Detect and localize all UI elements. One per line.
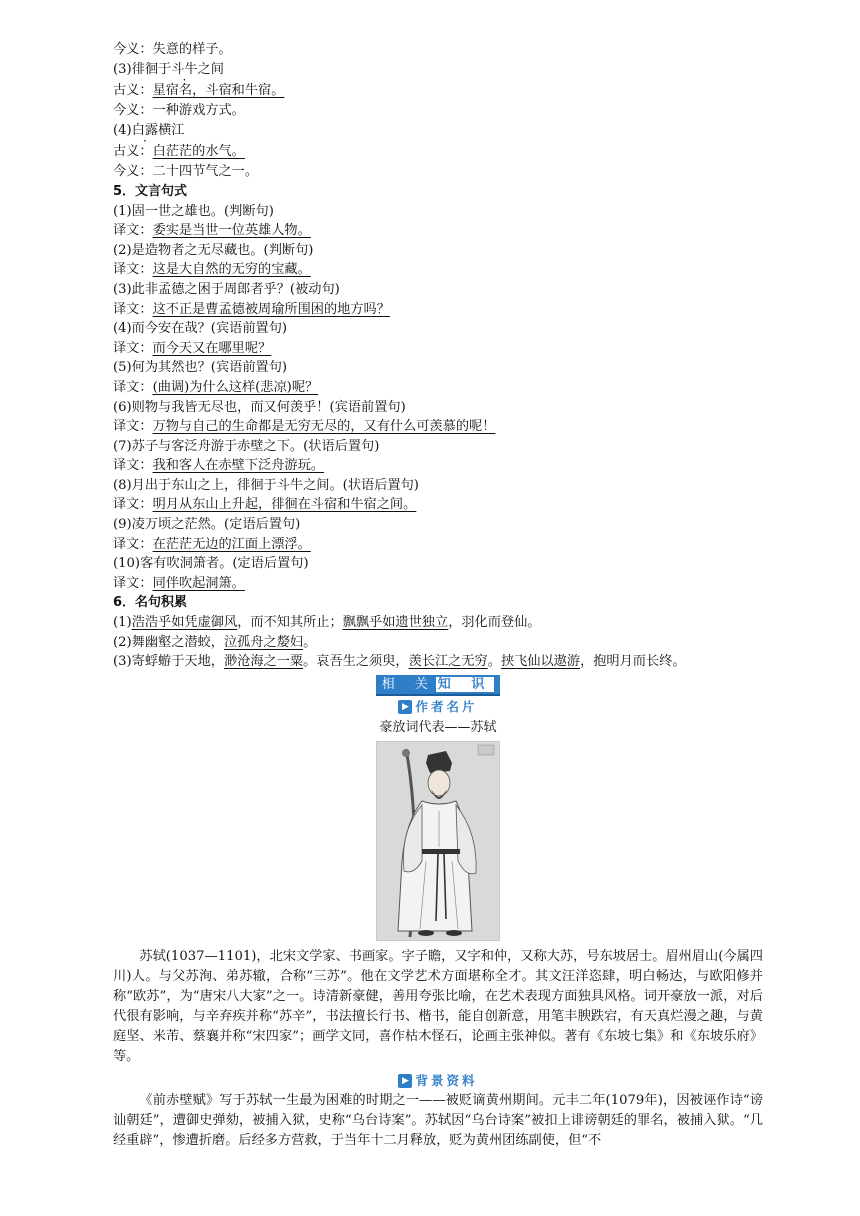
- text-span: 译文：: [113, 458, 153, 474]
- underlined-answer: 渺沧海之一粟: [224, 654, 304, 670]
- underlined-answer: 这是大自然的无穷的宝藏。: [152, 262, 311, 278]
- text-span: 6．名句积累: [113, 595, 188, 611]
- page-content: [113, 40, 763, 1151]
- text-span: 译文：: [113, 419, 153, 435]
- text-span: (3)寄蜉蝣于天地，: [113, 654, 224, 670]
- text-span: 横江: [158, 122, 185, 138]
- underlined-answer: 万物与自己的生命都是无穷无尽的，又有什么可羡慕的呢！: [152, 419, 496, 435]
- text-span: 。: [487, 654, 501, 670]
- text-line: [113, 241, 763, 261]
- text-span: 今义：一种游戏方式。: [113, 103, 245, 119]
- text-span: (3)此非孟德之困于周郎者乎？(被动句): [113, 281, 340, 297]
- underlined-answer: (曲调)为什么这样(悲凉)呢？: [152, 379, 319, 395]
- play-icon: ▶: [398, 1074, 412, 1088]
- underlined-answer: 同伴吹起洞箫。: [152, 575, 245, 591]
- text-span: 译文：: [113, 301, 153, 317]
- text-span: ，羽化而登仙。: [448, 615, 541, 631]
- section-heading: [113, 593, 763, 613]
- text-span: 译文：: [113, 497, 153, 513]
- underlined-answer: 星宿名，斗宿和牛宿。: [152, 83, 285, 99]
- text-span: 今义：二十四节气之一。: [113, 164, 259, 180]
- dotted-term: 斗牛: [171, 61, 198, 77]
- text-line: [113, 398, 763, 418]
- underlined-answer: 泣孤舟之嫠妇: [224, 634, 304, 650]
- underlined-answer: 浩浩乎如凭虚御风: [131, 615, 238, 631]
- text-line: [113, 495, 763, 515]
- portrait-illustration: [376, 741, 500, 941]
- text-line: [113, 319, 763, 339]
- text-line: [113, 300, 763, 320]
- text-line: [113, 476, 763, 496]
- text-line: [113, 339, 763, 359]
- underlined-answer: 挟飞仙以遨游: [500, 654, 581, 670]
- author-section-heading: [113, 697, 763, 717]
- text-line: [113, 140, 763, 162]
- underlined-answer: 羡长江之无穷: [408, 654, 488, 670]
- underlined-answer: 我和客人在赤壁下泛舟游玩。: [152, 458, 324, 474]
- author-bio: 苏轼(1037—1101)，北宋文学家、书画家。字子瞻，又字和仲，又称大苏，号东坡居士。眉州眉山(今属四川)人。与父苏洵、弟苏辙，合称“三苏”。他在文学艺术方面堪称全才。其文汪洋恣肆，明白畅达，与欧阳修并称“欧苏”，为“唐宋八大家”之一。诗清新豪健，善用夸张比喻，在艺术表现方面独具风格。词开豪放一派，对后代很有影响，与辛弃疾并称“苏辛”，书法擅长行书、楷书，能自创新意，用笔丰腴跌宕，有天真烂漫之趣，与黄庭坚、米芾、蔡襄并称“宋四家”；画学文同，喜作枯木怪石，论画主张神似。著有《东坡七集》和《东坡乐府》等。: [113, 948, 763, 1064]
- text-line: [113, 358, 763, 378]
- text-line: [113, 121, 763, 141]
- related-label-pre: 相 关: [381, 676, 436, 692]
- text-span: ，而不知其所止；: [237, 615, 343, 631]
- text-span: (10)客有吹洞箫者。(定语后置句): [113, 556, 309, 572]
- text-span: (4): [113, 122, 132, 138]
- text-line: [113, 535, 763, 555]
- text-span: 今义：失意的样子。: [113, 42, 232, 57]
- text-span: (4)而今安在哉？(宾语前置句): [113, 321, 288, 337]
- text-span: 译文：: [113, 340, 153, 356]
- text-line: [113, 633, 763, 653]
- text-line: [113, 437, 763, 457]
- text-line: [113, 79, 763, 101]
- dotted-term: 白露: [131, 122, 159, 138]
- underlined-answer: 而今天又在哪里呢？: [152, 340, 272, 356]
- text-span: 译文：: [113, 536, 153, 552]
- text-line: [113, 221, 763, 241]
- text-span: 译文：: [113, 379, 153, 395]
- text-line: [113, 515, 763, 535]
- author-title: 豪放词代表——苏轼: [379, 719, 497, 735]
- background-heading-text: 背景资料: [415, 1072, 478, 1088]
- underlined-answer: 委实是当世一位英雄人物。: [152, 223, 311, 239]
- underlined-answer: 白茫茫的水气。: [152, 144, 245, 160]
- underlined-answer: 这不正是曹孟德被周瑜所围困的地方吗？: [152, 301, 390, 317]
- text-line: [113, 417, 763, 437]
- text-span: 之间: [197, 61, 224, 77]
- text-line: [113, 554, 763, 574]
- text-span: 译文：: [113, 575, 153, 591]
- text-span: (3)徘徊于: [113, 61, 172, 77]
- text-line: [113, 574, 763, 594]
- section-heading: [113, 182, 763, 202]
- text-span: 译文：: [113, 262, 153, 278]
- text-span: (2)是造物者之无尽藏也。(判断句): [113, 242, 314, 258]
- background-text: 《前赤壁赋》写于苏轼一生最为困难的时期之一——被贬谪黄州期间。元丰二年(1079年)，因被诬作诗“谤讪朝廷”，遭御史弹劾，被捕入狱，史称“乌台诗案”。苏轼因“乌台诗案”被扣上诽谤朝廷的罪名，被捕入狱。“几经重辟”，惨遭折磨。后经多方营救，于当年十二月释放，贬为黄州团练副使，但“不: [113, 1092, 763, 1148]
- text-span: (6)则物与我皆无尽也，而又何羡乎！(宾语前置句): [113, 399, 406, 415]
- text-line: [113, 202, 763, 222]
- text-span: (2)舞幽壑之潜蛟，: [113, 634, 224, 650]
- text-line: [113, 613, 763, 633]
- text-line: [113, 101, 763, 121]
- text-span: (8)月出于东山之上，徘徊于斗牛之间。(状语后置句): [113, 477, 419, 493]
- text-span: 。: [303, 634, 317, 650]
- text-span: 。哀吾生之须臾，: [303, 654, 409, 670]
- text-span: ，抱明月而长终。: [580, 654, 686, 670]
- background-section-heading: [113, 1071, 763, 1091]
- text-line: [113, 378, 763, 398]
- play-icon: ▶: [398, 700, 412, 714]
- text-span: 译文：: [113, 223, 153, 239]
- related-label-hi: 知 识: [437, 676, 493, 692]
- text-span: (1)固一世之雄也。(判断句): [113, 203, 274, 219]
- text-span: 古义：: [113, 144, 153, 160]
- text-lines: [113, 40, 763, 672]
- underlined-answer: 飘飘乎如遗世独立: [342, 615, 449, 631]
- text-line: [113, 280, 763, 300]
- text-span: (9)凌万顷之茫然。(定语后置句): [113, 517, 301, 533]
- text-line: [113, 456, 763, 476]
- text-line: [113, 260, 763, 280]
- text-span: 古义：: [113, 83, 153, 99]
- underlined-answer: 明月从东山上升起，徘徊在斗宿和牛宿之间。: [152, 497, 417, 513]
- text-span: 5．文言句式: [113, 183, 188, 199]
- related-knowledge-banner: [113, 675, 763, 697]
- text-line: [113, 60, 763, 80]
- underlined-answer: 在茫茫无边的江面上漂浮。: [152, 536, 311, 552]
- text-span: (5)何为其然也？(宾语前置句): [113, 360, 288, 376]
- text-line: [113, 652, 763, 672]
- text-line: [113, 162, 763, 182]
- author-heading-text: 作者名片: [415, 698, 478, 714]
- text-span: (1): [113, 615, 132, 631]
- text-span: (7)苏子与客泛舟游于赤壁之下。(状语后置句): [113, 438, 380, 454]
- text-line: [113, 40, 763, 60]
